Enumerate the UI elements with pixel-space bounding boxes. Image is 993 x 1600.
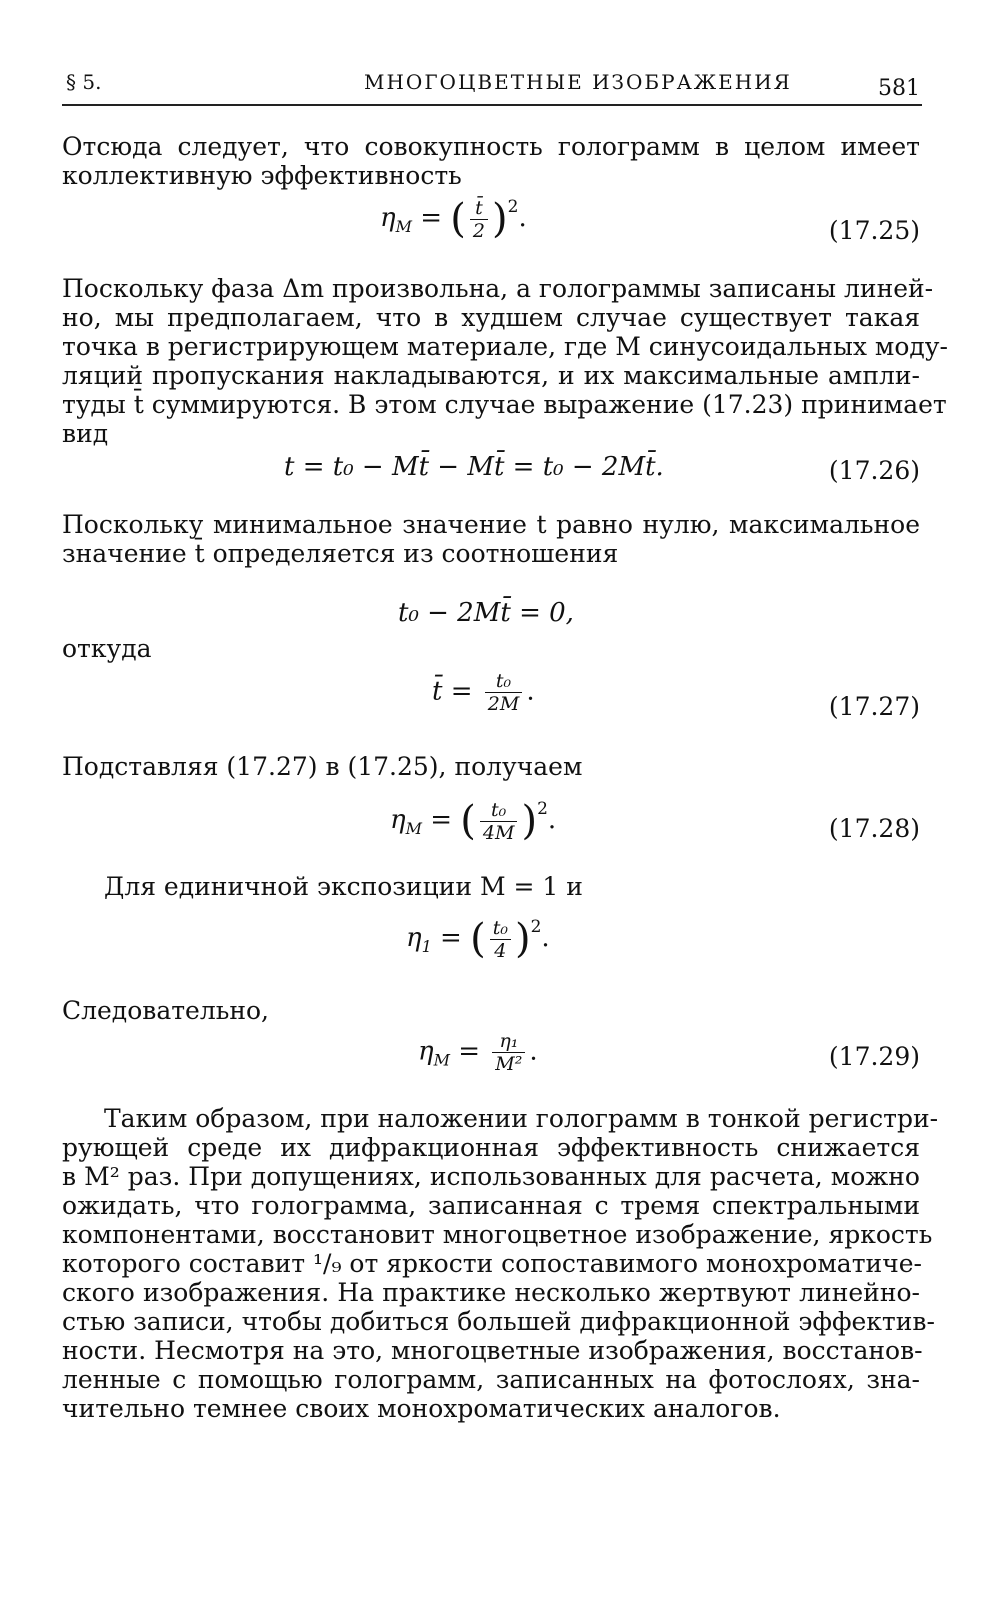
text-line: откуда: [62, 634, 152, 663]
equation-17-25: $\eta_M$ = ( $\frac{t̄}{2}$ )$^2$.: [380, 196, 527, 242]
text-line: чительно темнее своих монохроматических аналогов.: [62, 1394, 781, 1423]
text-line: в M² раз. При допущениях, использованных для расчета, можно: [62, 1162, 920, 1191]
equation-number: (17.25): [828, 216, 920, 245]
text-line: ского изображения. На практике несколько жертвуют линейно-: [62, 1278, 920, 1307]
equation-17-26: t = t₀ − Mt̄ − Mt̄ = t₀ − 2Mt̄.: [284, 452, 664, 482]
text-line: точка в регистрирующем материале, где M синусоидальных моду-: [62, 332, 948, 361]
running-title: МНОГОЦВЕТНЫЕ ИЗОБРАЖЕНИЯ: [364, 70, 792, 94]
equation-unnumbered: t₀ − 2Mt̄ = 0,: [398, 598, 574, 628]
paragraph-4: [62, 634, 920, 663]
page-number: 581: [878, 76, 920, 101]
text-line: коллективную эффективность: [62, 161, 462, 190]
paragraph-3: [62, 510, 920, 568]
text-line: Поскольку фаза Δm произвольна, а голограммы записаны линей-: [62, 274, 934, 303]
paragraph-6: [104, 872, 804, 901]
equation-17-29: $\eta_M$ = $\frac{\text{η₁}}{\text{M²}}$ .: [418, 1030, 538, 1075]
equation-17-27: t̄ = $\frac{\text{t₀}}{2M}$ .: [432, 670, 535, 715]
paragraph-2: [62, 274, 948, 448]
text-line: ожидать, что голограмма, записанная с тремя спектральными: [62, 1191, 920, 1220]
equation-eta-1: $\eta_1$ = ( $\frac{\text{t₀}}{4}$ )$^2$.: [406, 916, 550, 962]
text-line: стью записи, чтобы добиться большей дифракционной эффектив-: [62, 1307, 935, 1336]
paragraph-1: [62, 132, 920, 190]
paragraph-7: [62, 996, 920, 1025]
text-line: Следовательно,: [62, 996, 270, 1025]
text-line: компонентами, восстановит многоцветное изображение, яркость: [62, 1220, 933, 1249]
paragraph-5: [62, 752, 920, 781]
text-line: туды t̄ суммируются. В этом случае выражение (17.23) принимает: [62, 390, 947, 419]
text-line: значение t̄ определяется из соотношения: [62, 539, 619, 568]
text-line: Для единичной экспозиции M = 1 и: [104, 872, 583, 901]
text-line: но, мы предполагаем, что в худшем случае существует такая: [62, 303, 920, 332]
equation-number: (17.27): [828, 692, 920, 721]
text-line: Поскольку минимальное значение t равно нулю, максимальное: [62, 510, 920, 539]
equation-17-28: $\eta_M$ = ( $\frac{\text{t₀}}{4M}$ )$^2$.: [390, 798, 557, 844]
text-line: Подставляя (17.27) в (17.25), получаем: [62, 752, 583, 781]
text-line: ляций пропускания накладываются, и их максимальные ампли-: [62, 361, 920, 390]
equation-number: (17.29): [828, 1042, 920, 1071]
text-line: вид: [62, 419, 109, 448]
paragraph-8: [62, 1104, 939, 1423]
text-line: ленные с помощью голограмм, записанных на фотослоях, зна-: [62, 1365, 920, 1394]
equation-number: (17.28): [828, 814, 920, 843]
text-line: Таким образом, при наложении голограмм в тонкой регистри-: [104, 1104, 939, 1133]
text-line: ности. Несмотря на это, многоцветные изображения, восстанов-: [62, 1336, 923, 1365]
equation-number: (17.26): [828, 456, 920, 485]
text-line: которого составит ¹/₉ от яркости сопоставимого монохроматиче-: [62, 1249, 922, 1278]
text-line: рующей среде их дифракционная эффективность снижается: [62, 1133, 920, 1162]
section-number: § 5.: [66, 70, 102, 94]
running-header: [62, 64, 922, 106]
text-line: Отсюда следует, что совокупность голограмм в целом имеет: [62, 132, 920, 161]
